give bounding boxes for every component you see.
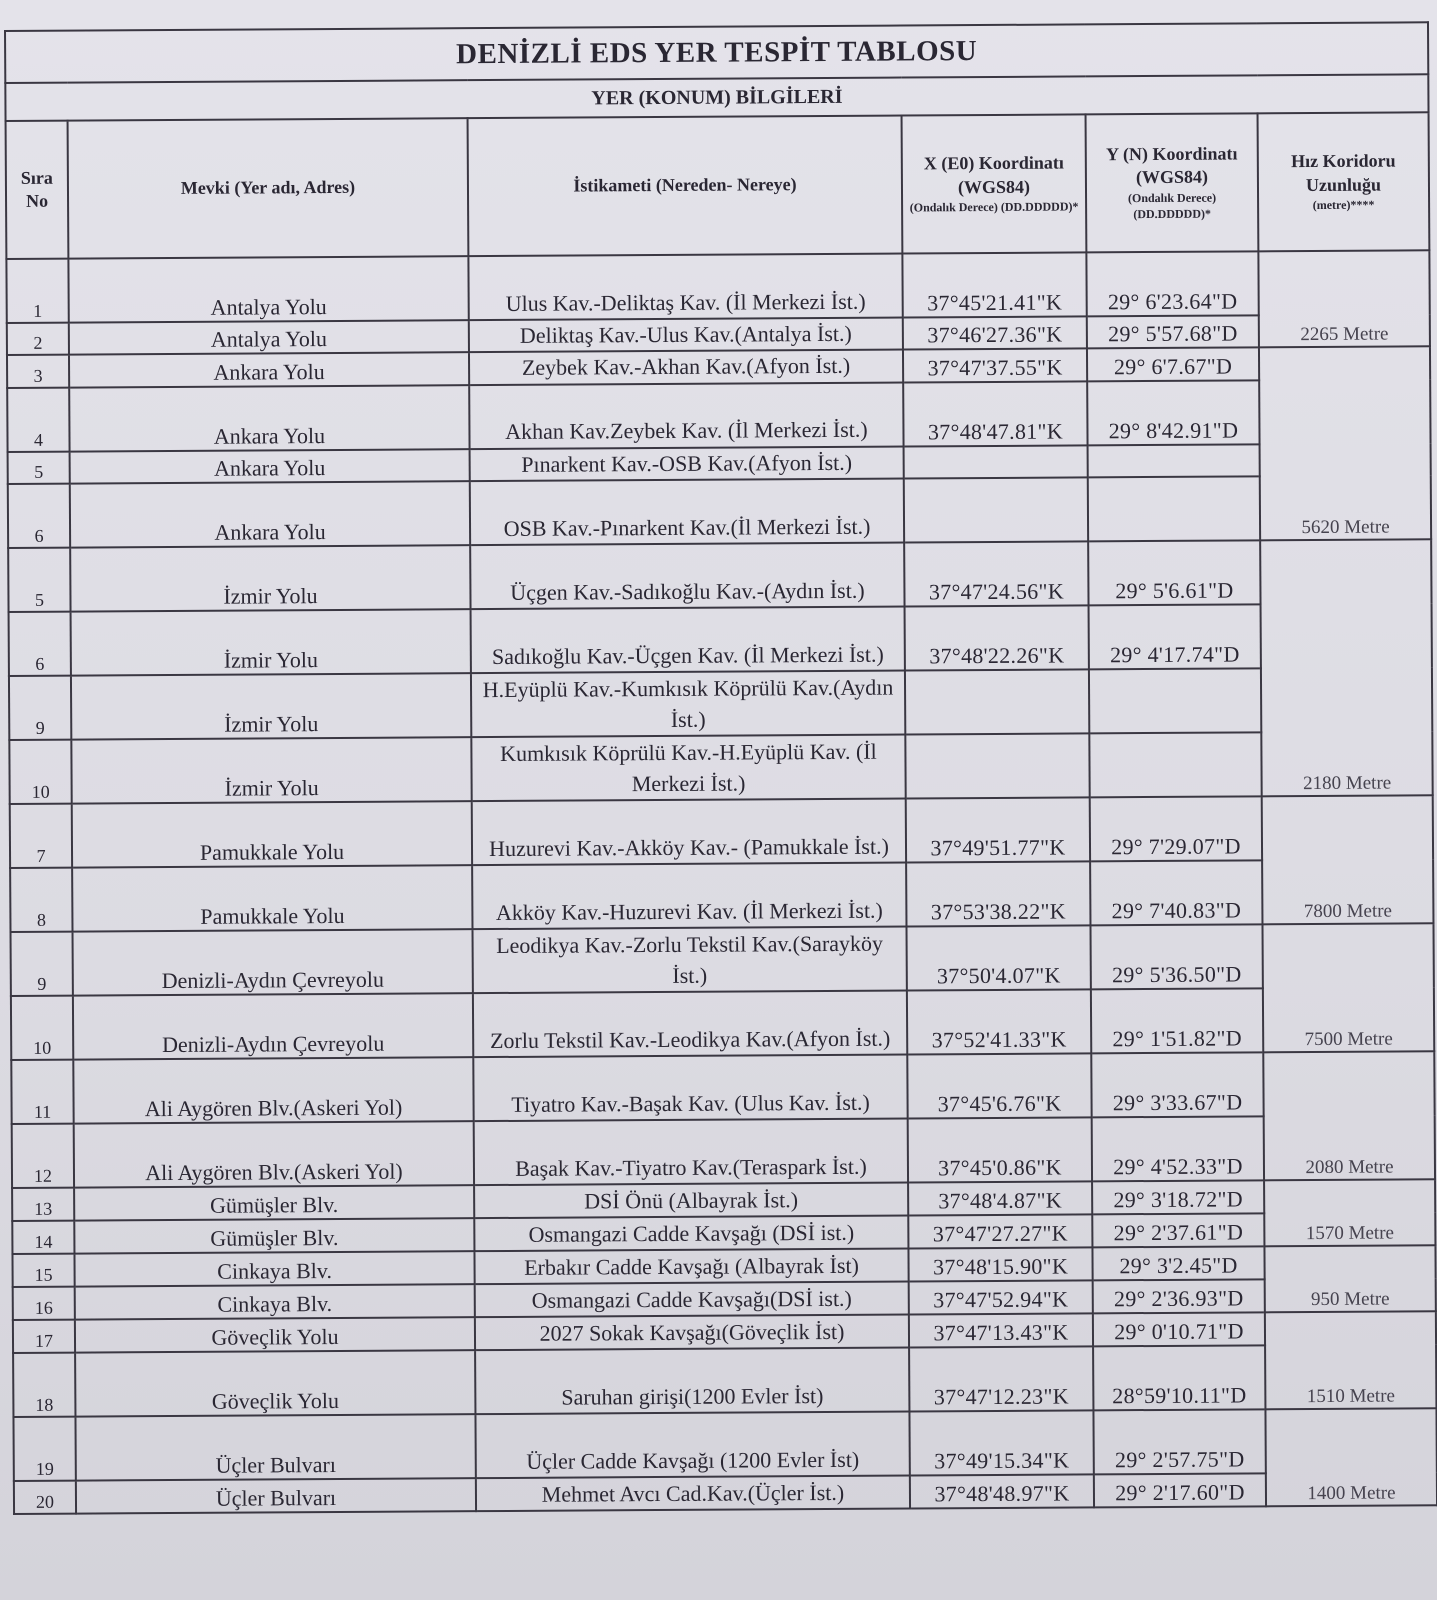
table-header-row [6,112,1430,259]
row-istikamet: Osmangazi Cadde Kavşağı (DSİ ist.) [474,1216,908,1252]
row-istikamet: Pınarkent Kav.-OSB Kav.(Afyon İst.) [470,446,904,481]
table-row [6,250,1429,323]
row-mevki: Gümüşler Blv. [74,1185,474,1220]
row-corridor-length: 7500 Metre [1262,923,1434,1052]
row-y-coordinate: 28°59'10.11"D [1093,1345,1265,1410]
row-number: 20 [14,1481,76,1514]
table-row [13,1344,1436,1417]
row-mevki: Denizli-Aydın Çevreyolu [73,929,473,995]
table-wrapper [4,21,1436,1515]
row-istikamet: Zorlu Tekstil Kav.-Leodikya Kav.(Afyon İst.) [473,991,907,1058]
row-number: 2 [7,323,69,356]
row-x-coordinate: 37°50'4.07"K [906,925,1090,990]
row-y-coordinate: 29° 2'57.75"D [1093,1409,1265,1474]
row-number: 16 [13,1287,75,1320]
row-mevki: İzmir Yolu [71,609,471,675]
row-y-coordinate: 29° 4'17.74"D [1089,604,1261,669]
row-number: 17 [13,1320,75,1353]
row-y-coordinate: 29° 5'6.61"D [1088,540,1260,605]
row-mevki: Pamukkale Yolu [72,801,472,867]
row-x-coordinate: 37°45'6.76"K [907,1053,1091,1118]
row-corridor-length: 2080 Metre [1263,1051,1435,1180]
row-y-coordinate: 29° 2'17.60"D [1094,1473,1266,1507]
row-number: 10 [11,996,73,1060]
row-mevki: Cinkaya Blv. [74,1251,474,1286]
row-x-coordinate: 37°47'12.23"K [909,1346,1093,1411]
row-x-coordinate: 37°45'21.41"K [902,252,1086,317]
row-y-coordinate: 29° 3'18.72"D [1092,1180,1264,1214]
row-y-coordinate: 29° 7'29.07"D [1090,796,1262,861]
row-mevki: Üçler Bulvarı [75,1414,475,1480]
row-number: 5 [8,548,70,612]
row-number: 19 [13,1417,75,1481]
row-istikamet: Tiyatro Kav.-Başak Kav. (Ulus Kav. İst.) [473,1055,907,1122]
row-corridor-length: 2180 Metre [1260,539,1433,796]
row-x-coordinate [904,477,1088,542]
row-x-coordinate: 37°47'13.43"K [909,1313,1093,1347]
table-row [8,539,1431,612]
row-y-coordinate: 29° 4'52.33"D [1092,1116,1264,1181]
header-x-coordinate: X (E0) Koordinatı (WGS84) (Ondalık Derece) (DD.DDDDD)* [902,114,1087,253]
row-corridor-length: 5620 Metre [1259,347,1431,541]
row-y-coordinate [1088,476,1260,541]
row-x-coordinate: 37°53'38.22"K [906,861,1090,926]
row-istikamet: Huzurevi Kav.-Akköy Kav.- (Pamukkale İst.) [472,799,906,866]
row-x-coordinate: 37°45'0.86"K [908,1117,1092,1182]
eds-location-table [4,21,1437,1515]
row-x-coordinate: 37°48'4.87"K [908,1181,1092,1215]
row-corridor-length: 1570 Metre [1264,1179,1435,1246]
row-x-coordinate: 37°46'27.36"K [903,316,1087,349]
row-x-coordinate [905,669,1089,734]
table-row [8,475,1431,548]
row-istikamet: OSB Kav.-Pınarkent Kav.(İl Merkezi İst.) [470,479,904,546]
table-row [11,1051,1434,1124]
row-number: 8 [10,868,72,932]
row-istikamet: 2027 Sokak Kavşağı(Göveçlik İst) [475,1315,909,1351]
row-x-coordinate [905,733,1089,798]
row-y-coordinate: 29° 2'36.93"D [1093,1279,1265,1313]
row-istikamet: Ulus Kav.-Deliktaş Kav. (İl Merkezi İst.) [468,254,902,321]
row-istikamet: Osmangazi Cadde Kavşağı(DSİ ist.) [475,1282,909,1318]
row-x-coordinate: 37°48'48.97"K [910,1474,1094,1508]
row-mevki: İzmir Yolu [71,737,471,803]
page-title: DENİZLİ EDS YER TESPİT TABLOSU [5,22,1428,83]
row-mevki: Cinkaya Blv. [75,1284,475,1319]
row-corridor-length: 2265 Metre [1258,250,1430,347]
row-x-coordinate: 37°49'51.77"K [906,797,1090,862]
row-mevki: Ankara Yolu [69,385,469,451]
row-istikamet: Akhan Kav.Zeybek Kav. (İl Merkezi İst.) [469,382,903,449]
row-number: 6 [9,612,71,676]
table-row [9,603,1432,676]
row-mevki: Pamukkale Yolu [72,865,472,931]
header-istikamet: İstikameti (Nereden- Nereye) [468,116,903,257]
row-corridor-length: 1400 Metre [1265,1408,1437,1506]
row-number: 9 [9,676,71,740]
row-mevki: Ankara Yolu [70,481,470,547]
table-row [7,379,1430,452]
row-x-coordinate: 37°47'37.55"K [903,349,1087,382]
row-number: 12 [12,1124,74,1188]
row-istikamet: H.Eyüplü Kav.-Kumkısık Köprülü Kav.(Aydın İst.) [471,671,905,738]
row-mevki: Ali Aygören Blv.(Askeri Yol) [74,1121,474,1187]
row-mevki: Gümüşler Blv. [74,1218,474,1253]
row-istikamet: DSİ Önü (Albayrak İst.) [474,1183,908,1219]
row-istikamet: Üçler Cadde Kavşağı (1200 Evler İst) [475,1412,909,1479]
row-istikamet: Erbakır Cadde Kavşağı (Albayrak İst) [474,1249,908,1285]
row-mevki: Denizli-Aydın Çevreyolu [73,993,473,1059]
row-mevki: Göveçlik Yolu [75,1350,475,1416]
row-number: 10 [9,740,71,804]
row-istikamet: Başak Kav.-Tiyatro Kav.(Teraspark İst.) [474,1119,908,1186]
header-mevki: Mevki (Yer adı, Adres) [68,118,469,258]
row-y-coordinate: 29° 3'2.45"D [1092,1246,1264,1280]
row-x-coordinate: 37°52'41.33"K [907,989,1091,1054]
row-number: 9 [11,932,73,996]
row-y-coordinate [1089,732,1261,797]
table-row [11,987,1434,1060]
row-y-coordinate: 29° 6'23.64"D [1086,251,1258,316]
row-mevki: İzmir Yolu [70,545,470,611]
row-x-coordinate [904,445,1088,478]
row-x-coordinate: 37°48'15.90"K [908,1247,1092,1281]
row-number: 18 [13,1353,75,1417]
row-istikamet: Mehmet Avcı Cad.Kav.(Üçler İst.) [476,1476,910,1512]
header-sira-no: Sıra No [6,121,69,259]
table-row [9,731,1432,804]
row-mevki: Antalya Yolu [69,320,469,355]
row-mevki: Ali Aygören Blv.(Askeri Yol) [73,1057,473,1123]
row-x-coordinate: 37°47'52.94"K [909,1280,1093,1314]
row-x-coordinate: 37°49'15.34"K [909,1410,1093,1475]
row-y-coordinate: 29° 6'7.67"D [1087,348,1259,381]
row-istikamet: Kumkısık Köprülü Kav.-H.Eyüplü Kav. (İl Merkezi İst.) [471,735,905,802]
row-y-coordinate [1089,668,1261,733]
table-row [11,923,1434,996]
row-mevki: Ankara Yolu [69,353,469,388]
row-y-coordinate: 29° 2'37.61"D [1092,1213,1264,1247]
row-number: 4 [7,387,69,451]
row-corridor-length: 7800 Metre [1262,795,1434,924]
row-corridor-length: 950 Metre [1264,1245,1435,1312]
table-row [9,667,1432,740]
row-istikamet: Üçgen Kav.-Sadıkoğlu Kav.-(Aydın İst.) [470,543,904,610]
header-corridor-length: Hız Koridoru Uzunluğu (metre)**** [1258,112,1430,251]
row-y-coordinate: 29° 3'33.67"D [1091,1052,1263,1117]
row-mevki: İzmir Yolu [71,673,471,739]
row-y-coordinate: 29° 5'57.68"D [1087,315,1259,348]
row-number: 14 [12,1221,74,1254]
row-x-coordinate: 37°47'24.56"K [904,541,1088,606]
row-number: 6 [8,484,70,548]
row-number: 5 [8,451,70,484]
row-number: 13 [12,1188,74,1221]
row-number: 15 [12,1254,74,1287]
table-row [12,1115,1435,1188]
row-x-coordinate: 37°48'22.26"K [905,605,1089,670]
row-istikamet: Deliktaş Kav.-Ulus Kav.(Antalya İst.) [469,318,903,353]
header-y-coordinate: Y (N) Koordinatı (WGS84) (Ondalık Derece) (DD.DDDDD)* [1086,113,1259,252]
row-y-coordinate: 29° 8'42.91"D [1087,380,1259,445]
row-istikamet: Leodikya Kav.-Zorlu Tekstil Kav.(Sarayköy İst.) [473,927,907,994]
row-corridor-length: 1510 Metre [1265,1311,1437,1409]
row-x-coordinate: 37°47'27.27"K [908,1214,1092,1248]
row-istikamet: Zeybek Kav.-Akhan Kav.(Afyon İst.) [469,350,903,385]
row-y-coordinate: 29° 0'10.71"D [1093,1312,1265,1346]
row-x-coordinate: 37°48'47.81"K [903,381,1087,446]
row-mevki: Ankara Yolu [70,449,470,484]
row-istikamet: Saruhan girişi(1200 Evler İst) [475,1348,909,1415]
row-y-coordinate: 29° 7'40.83"D [1090,860,1262,925]
table-row [10,859,1433,932]
table-row [10,795,1433,868]
row-istikamet: Sadıkoğlu Kav.-Üçgen Kav. (İl Merkezi İst.) [471,607,905,674]
row-mevki: Üçler Bulvarı [76,1478,476,1513]
row-y-coordinate [1088,444,1260,477]
page-subtitle: YER (KONUM) BİLGİLERİ [5,74,1428,121]
row-number: 11 [11,1060,73,1124]
row-number: 7 [10,804,72,868]
row-y-coordinate: 29° 5'36.50"D [1090,924,1262,989]
row-mevki: Göveçlik Yolu [75,1317,475,1352]
row-istikamet: Akköy Kav.-Huzurevi Kav. (İl Merkezi İst.) [472,863,906,930]
row-mevki: Antalya Yolu [68,256,468,322]
row-number: 1 [6,259,68,323]
row-number: 3 [7,355,69,388]
table-row [13,1408,1436,1481]
row-y-coordinate: 29° 1'51.82"D [1091,988,1263,1053]
